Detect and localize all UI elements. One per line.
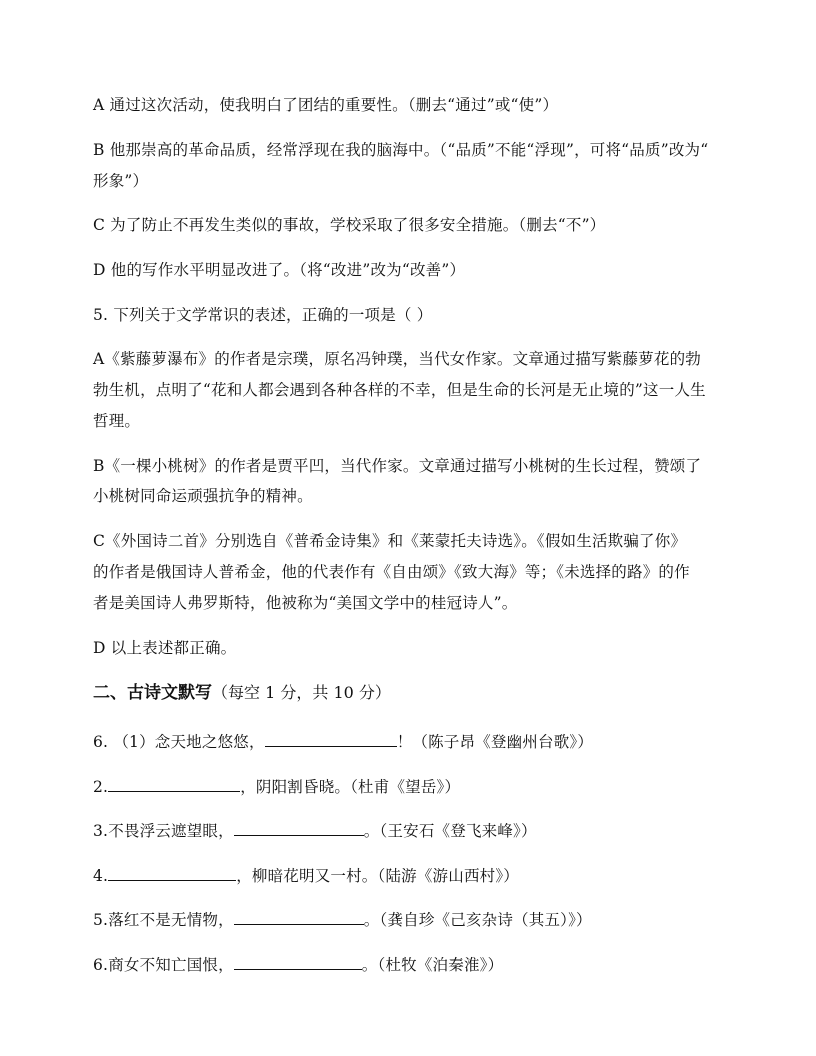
q4-option-d: D 他的写作水平明显改进了。（将“改进”改为“改善”）	[93, 261, 466, 279]
q4-option-c: C 为了防止不再发生类似的事故，学校采取了很多安全措施。（删去“不”）	[93, 216, 606, 234]
q4-option-b-line1: B 他那崇高的革命品质，经常浮现在我的脑海中。（“品质”不能“浮现”，可将“品质”改为“	[93, 141, 709, 159]
q5-option-b-line1: B《一棵小桃树》的作者是贾平凹，当代作家。文章通过描写小桃树的生长过程，赞颂了	[93, 457, 702, 475]
q6-item-5-suffix: 。（龚自珍《己亥杂诗（其五）》）	[363, 911, 592, 929]
q5-option-d: D 以上表述都正确。	[93, 639, 237, 657]
answer-blank[interactable]	[108, 777, 240, 792]
q6-item-3-suffix: 。（王安石《登飞来峰》）	[363, 822, 537, 840]
answer-blank[interactable]	[265, 732, 397, 747]
q6-item-2-suffix: ，阴阳割昏晓。（杜甫《望岳》）	[240, 778, 461, 796]
q6-item-4-prefix: 4.	[93, 867, 109, 885]
q4-option-a: A 通过这次活动，使我明白了团结的重要性。（删去“通过”或“使”）	[93, 96, 559, 114]
q6-item-5	[93, 910, 733, 930]
q6-item-1	[93, 732, 733, 752]
q6-item-6-suffix: 。（杜牧《泊秦淮》）	[361, 956, 504, 974]
answer-blank[interactable]	[234, 821, 364, 836]
q5-option-a-line1: A《紫藤萝瀑布》的作者是宗璞，原名冯钟璞，当代女作家。文章通过描写紫藤萝花的勃	[93, 350, 701, 368]
q6-item-6	[93, 955, 733, 975]
q6-item-1-prefix: 6. （1）念天地之悠悠，	[93, 733, 265, 751]
section-subtitle: （每空 1 分，共 10 分）	[212, 683, 391, 702]
q5-option-a-line2: 勃生机，点明了“花和人都会遇到各种各样的不幸，但是生命的长河是无止境的”这一人生	[93, 381, 706, 399]
q6-item-6-prefix: 6.商女不知亡国恨，	[93, 956, 234, 974]
q6-item-2-prefix: 2.	[93, 778, 109, 796]
section-heading	[93, 682, 391, 704]
q6-item-4	[93, 866, 733, 886]
q5-option-c-line3: 者是美国诗人弗罗斯特，他被称为“美国文学中的桂冠诗人”。	[93, 594, 518, 612]
q4-option-b-line2: 形象”）	[93, 172, 149, 190]
q5-option-c-line2: 的作者是俄国诗人普希金，他的代表作有《自由颂》《致大海》等；《未选择的路》的作	[93, 563, 690, 581]
q5-option-a-line3: 哲理。	[93, 412, 141, 430]
q6-item-3	[93, 821, 733, 841]
q6-item-2	[93, 777, 733, 797]
q6-item-3-prefix: 3.不畏浮云遮望眼，	[93, 822, 234, 840]
q5-stem: 5. 下列关于文学常识的表述，正确的一项是（ ）	[93, 306, 433, 324]
q5-option-b-line2: 小桃树同命运顽强抗争的精神。	[93, 487, 313, 505]
answer-blank[interactable]	[234, 910, 364, 925]
q6-item-5-prefix: 5.落红不是无情物，	[93, 911, 234, 929]
q6-item-1-suffix: ！（陈子昂《登幽州台歌》）	[396, 733, 594, 751]
q5-option-c-line1: C《外国诗二首》分别选自《普希金诗集》和《莱蒙托夫诗选》。《假如生活欺骗了你》	[93, 532, 687, 550]
answer-blank[interactable]	[108, 866, 236, 881]
answer-blank[interactable]	[234, 955, 362, 970]
section-title: 二、古诗文默写	[93, 683, 212, 703]
q6-item-4-suffix: ，柳暗花明又一村。（陆游《游山西村》）	[236, 867, 520, 885]
